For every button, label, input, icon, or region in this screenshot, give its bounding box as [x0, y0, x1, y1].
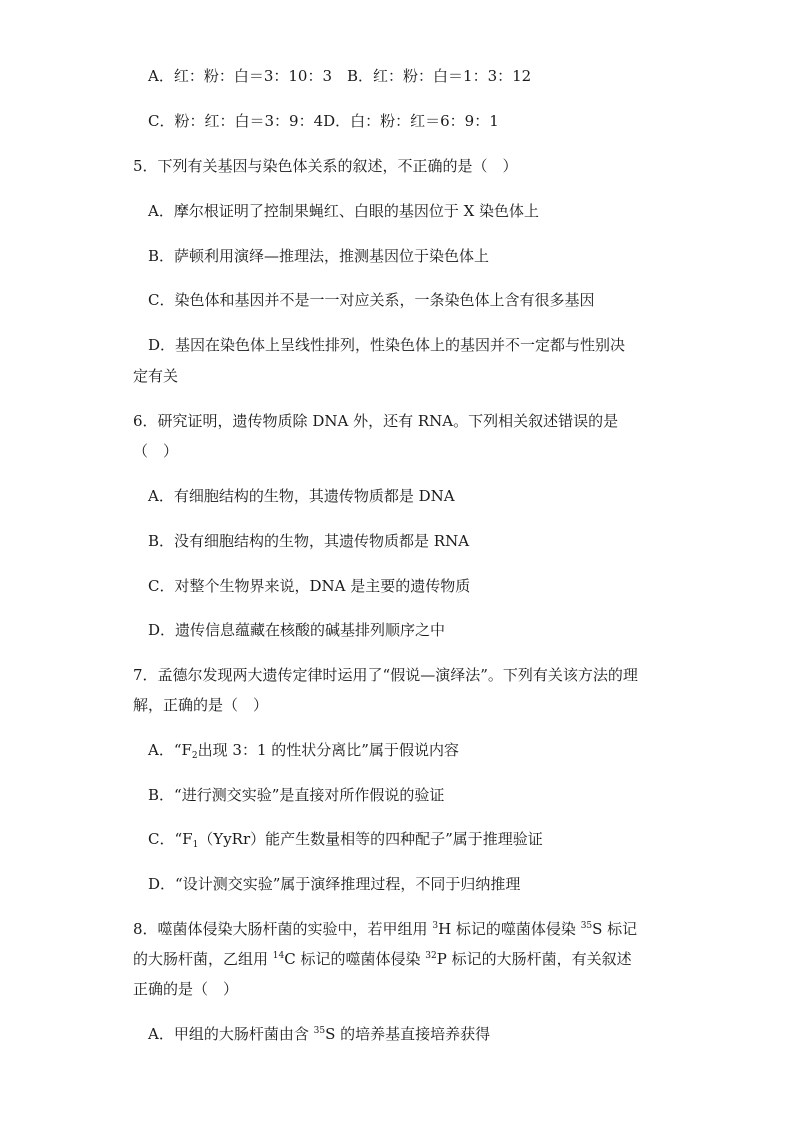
q5-option-c: C．染色体和基因并不是一一对应关系，一条染色体上含有很多基因 — [148, 291, 595, 309]
q7-stem: 7．孟德尔发现两大遗传定律时运用了“假说—演绎法”。下列有关该方法的理 — [133, 666, 638, 684]
q5-option-b: B．萨顿利用演绎—推理法，推测基因位于染色体上 — [148, 247, 490, 265]
q8-stem-line3: 正确的是（ ） — [133, 980, 239, 998]
q8-stem-line1: 8．噬菌体侵染大肠杆菌的实验中，若甲组用 $^3$H 标记的噬菌体侵染 $^{35}$S 标记 — [133, 920, 638, 938]
q6-stem-continued: （ ） — [133, 442, 179, 460]
q5-option-d: D．基因在染色体上呈线性排列，性染色体上的基因并不一定都与性别决 — [148, 336, 626, 354]
q8-option-a: A．甲组的大肠杆菌由含 $^{35}$S 的培养基直接培养获得 — [148, 1025, 491, 1043]
q8-stem-line2: 的大肠杆菌，乙组用 $^{14}$C 标记的噬菌体侵染 $^{32}$P 标记的大肠杆菌，有关叙述 — [133, 950, 632, 968]
q4-options-ab: A．红：粉：白＝3：10：3 B．红：粉：白＝1：3：12 — [148, 67, 532, 85]
q6-option-d: D．遗传信息蕴藏在核酸的碱基排列顺序之中 — [148, 621, 446, 639]
q6-stem: 6．研究证明，遗传物质除 DNA 外，还有 RNA。下列相关叙述错误的是 — [133, 412, 619, 430]
q5-option-a: A．摩尔根证明了控制果蝇红、白眼的基因位于 X 染色体上 — [148, 202, 540, 220]
q5-stem: 5．下列有关基因与染色体关系的叙述，不正确的是（ ） — [133, 157, 518, 175]
q6-option-b: B．没有细胞结构的生物，其遗传物质都是 RNA — [148, 532, 470, 550]
q7-option-d: D．“设计测交实验”属于演绎推理过程，不同于归纳推理 — [148, 875, 521, 893]
q7-option-b: B．“进行测交实验”是直接对所作假说的验证 — [148, 786, 445, 804]
q7-option-c: C．“$F_1(YyRr)$能产生数量相等的四种配子”属于推理验证 — [148, 830, 543, 850]
q7-stem-continued: 解，正确的是（ ） — [133, 696, 269, 714]
q5-option-d-continued: 定有关 — [133, 367, 179, 385]
q6-option-c: C．对整个生物界来说，DNA 是主要的遗传物质 — [148, 577, 471, 595]
q7-option-a: A．“$F_2$出现 3：1 的性状分离比”属于假说内容 — [148, 741, 459, 761]
q4-options-cd: C．粉：红：白＝3：9：4D．白：粉：红＝6：9：1 — [148, 112, 499, 130]
q6-option-a: A．有细胞结构的生物，其遗传物质都是 DNA — [148, 487, 455, 505]
